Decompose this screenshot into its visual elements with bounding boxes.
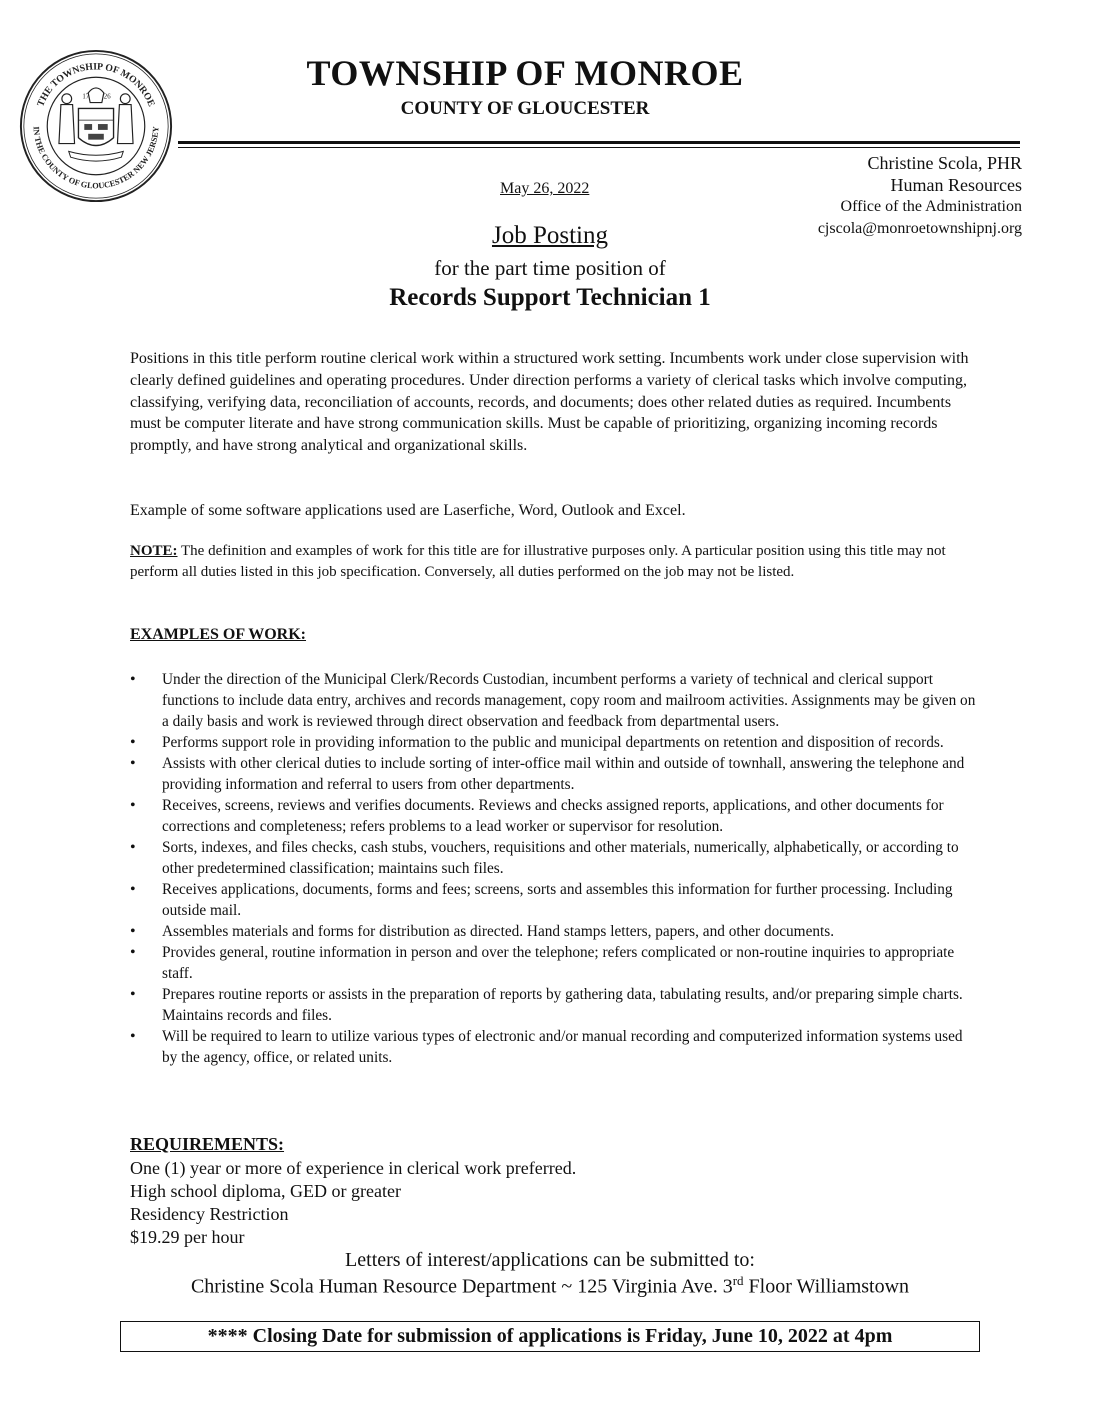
- list-item: • Receives applications, documents, forms and fees; screens, sorts and assembles this information for further processing. Including outside mail.: [130, 879, 980, 921]
- list-item: • Provides general, routine information in person and over the telephone; refers complicated or non-routine inquiries to appropriate staff.: [130, 942, 980, 984]
- requirements-list: [130, 1157, 576, 1249]
- requirements-heading: REQUIREMENTS:: [130, 1134, 285, 1154]
- address-ordinal: rd: [732, 1273, 744, 1288]
- list-item: • Assists with other clerical duties to include sorting of inter-office mail within and outside of townhall, answering the telephone and providing information and referral to users from other departments.: [130, 753, 980, 795]
- list-item: • Under the direction of the Municipal Clerk/Records Custodian, incumbent performs a variety of technical and clerical support functions to include data entry, archives and records management, copy room and mailroom activities. Assignments may be given on a daily basis and work is reviewed through direct observation and feedback from departmental users.: [130, 669, 980, 732]
- list-item: • Sorts, indexes, and files checks, cash stubs, vouchers, requisitions and other materials, numerically, alphabetically, or according to other predetermined classification; maintains such files.: [130, 837, 980, 879]
- list-item: • Prepares routine reports or assists in the preparation of reports by gathering data, tabulating results, and/or preparing simple charts. Maintains records and files.: [130, 984, 980, 1026]
- software-note: Example of some software applications used are Laserfiche, Word, Outlook and Excel.: [130, 502, 686, 519]
- header-rule-thin: [178, 147, 1020, 148]
- seal-year-right: 26: [103, 93, 111, 101]
- posting-date: May 26, 2022: [500, 180, 590, 197]
- note-text: The definition and examples of work for this title are for illustrative purposes only. A particular position using this title may not perform all duties listed in this job specification. Conversely, all duties performed on the job may not be listed.: [130, 543, 946, 580]
- requirement-item: $19.29 per hour: [130, 1227, 245, 1247]
- contact-name: Christine Scola, PHR: [867, 153, 1022, 173]
- job-posting-subtitle: for the part time position of: [434, 256, 666, 280]
- examples-list: [130, 669, 980, 1068]
- note-label: NOTE:: [130, 543, 178, 559]
- address-text: Christine Scola Human Resource Department ~ 125 Virginia Ave. 3: [190, 1275, 733, 1298]
- note-paragraph: [130, 541, 980, 583]
- submission-instructions: Letters of interest/applications can be submitted to:: [345, 1249, 755, 1271]
- township-title: TOWNSHIP OF MONROE: [306, 53, 744, 93]
- list-item: • Assembles materials and forms for distribution as directed. Hand stamps letters, papers, and other documents.: [130, 921, 980, 942]
- position-description: Positions in this title perform routine clerical work within a structured work setting. Incumbents work under close supervision with clearly defined guidelines and operating procedures. Under direction performs a variety of clerical tasks which involve computing, classifying, verifying data, reconciliation of accounts, records, and documents; does other related duties as required. Incumbents must be computer literate and have strong communication skills. Must be capable of prioritizing, organizing incoming records promptly, and have strong analytical and organizational skills.: [130, 350, 969, 455]
- seal-year-left: 17: [82, 93, 90, 101]
- contact-office: Office of the Administration: [840, 198, 1022, 215]
- requirement-item: One (1) year or more of experience in clerical work preferred.: [130, 1158, 577, 1178]
- list-item: • Will be required to learn to utilize various types of electronic and/or manual recording and computerized information systems used by the agency, office, or related units.: [130, 1026, 980, 1068]
- contact-email[interactable]: cjscola@monroetownshipnj.org: [817, 220, 1022, 237]
- job-posting-title: Job Posting: [491, 222, 608, 249]
- submission-address: [0, 1273, 1100, 1299]
- list-item: • Receives, screens, reviews and verifies documents. Reviews and checks assigned reports, applications, and other documents for corrections and completeness; refers problems to a lead worker or supervisor for resolution.: [130, 795, 980, 837]
- examples-heading: EXAMPLES OF WORK:: [130, 626, 307, 643]
- requirement-item: High school diploma, GED or greater: [130, 1181, 401, 1201]
- county-subtitle: COUNTY OF GLOUCESTER: [400, 98, 650, 119]
- seal-ring-top-text: THE TOWNSHIP OF MONROE: [35, 61, 157, 109]
- contact-department: Human Resources: [890, 175, 1022, 195]
- requirement-item: Residency Restriction: [130, 1204, 289, 1224]
- seal-ring-bottom-text: IN THE COUNTY OF GLOUCESTER NEW JERSEY: [31, 126, 161, 191]
- list-item: • Performs support role in providing information to the public and municipal departments on retention and disposition of records.: [130, 732, 980, 753]
- position-title: Records Support Technician 1: [389, 284, 711, 311]
- header-rule-thick: [178, 141, 1020, 144]
- address-text-end: Floor Williamstown: [743, 1275, 910, 1298]
- closing-date-box: **** Closing Date for submission of applications is Friday, June 10, 2022 at 4pm: [120, 1321, 980, 1352]
